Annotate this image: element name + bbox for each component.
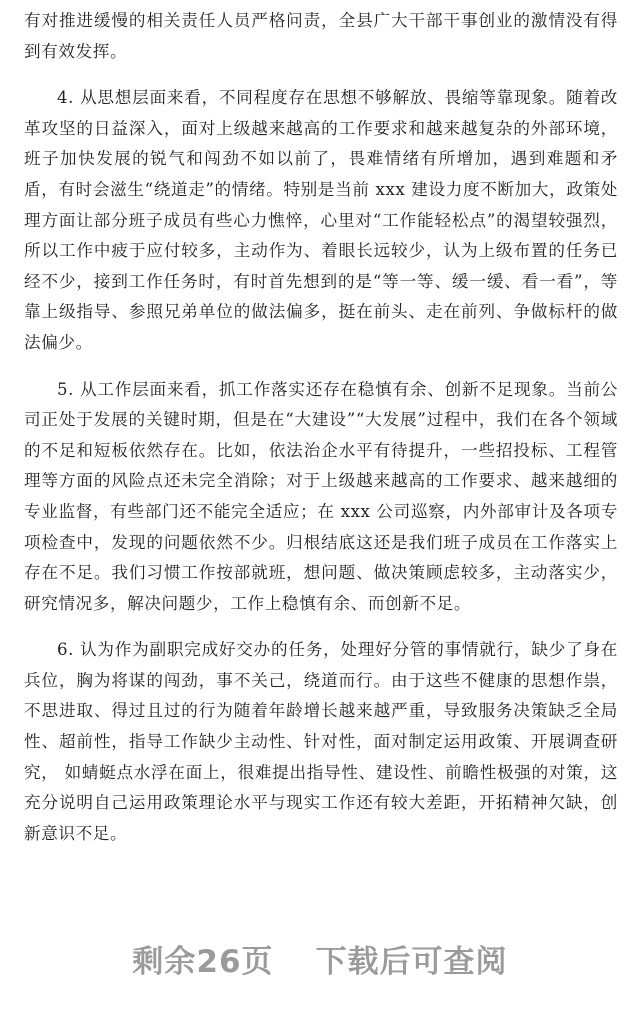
download-hint-text[interactable]: 下载后可查阅 [315,944,508,980]
paragraph-continued: 有对推进缓慢的相关责任人员严格问责，全县广大干部干事创业的激情没有得到有效发挥。 [24,11,618,61]
download-banner[interactable] [0,936,640,981]
paragraph-4-thinking-level: 4. 从思想层面来看，不同程度存在思想不够解放、畏缩等靠现象。随着改革攻坚的日益深入，面对上级越来越高的工作要求和越来越复杂的外部环境，班子加快发展的锐气和闯劲不如以前了，畏难情绪有所增加，遇到难题和矛盾，有时会滋生“绕道走”的情绪。特别是当前 xxx 建设力度不断加大，政策处理方面让部分班子成员有些心力憔悴，心里对“工作能轻松点”的渴望较强烈，所以工作中疲于应付较多，主动作为、着眼长远较少，认为上级布置的任务已经不少，接到工作任务时，有时首先想到的是“等一等、缓一缓、看一看”，等靠上级指导、参照兄弟单位的做法偏多，挺在前头、走在前列、争做标杆的做法偏少。 [24,88,618,352]
paragraph-6-deputy-role: 6. 认为作为副职完成好交办的任务，处理好分管的事情就行，缺少了身在兵位，胸为将谋的闯劲，事不关己，绕道而行。由于这些不健康的思想作祟，不思进取、得过且过的行为随着年龄增长越来越严重，导致服务决策缺乏全局性、超前性，指导工作缺少主动性、针对性，面对制定运用政策、开展调查研究， 如蜻蜓点水浮在面上，很难提出指导性、建设性、前瞻性极强的对策，这充分说明自己运用政策理论水平与现实工作还有较大差距，开拓精神欠缺，创新意识不足。 [24,640,618,843]
paragraph-5-work-level: 5. 从工作层面来看，抓工作落实还存在稳慎有余、创新不足现象。当前公司正处于发展的关键时期，但是在“大建设”“大发展”过程中，我们在各个领域的不足和短板依然存在。比如，依法治企水平有待提升，一些招投标、工程管理等方面的风险点还未完全消除；对于上级越来越高的工作要求、越来越细的专业监督，有些部门还不能完全适应；在 xxx 公司巡察，内外部审计及各项专项检查中，发现的问题依然不少。归根结底这还是我们班子成员在工作落实上存在不足。我们习惯工作按部就班，想问题、做决策顾虑较多，主动落实少，研究情况多，解决问题少，工作上稳慎有余、而创新不足。 [24,379,618,613]
remaining-pages-text[interactable]: 剩余26页 [132,944,274,980]
